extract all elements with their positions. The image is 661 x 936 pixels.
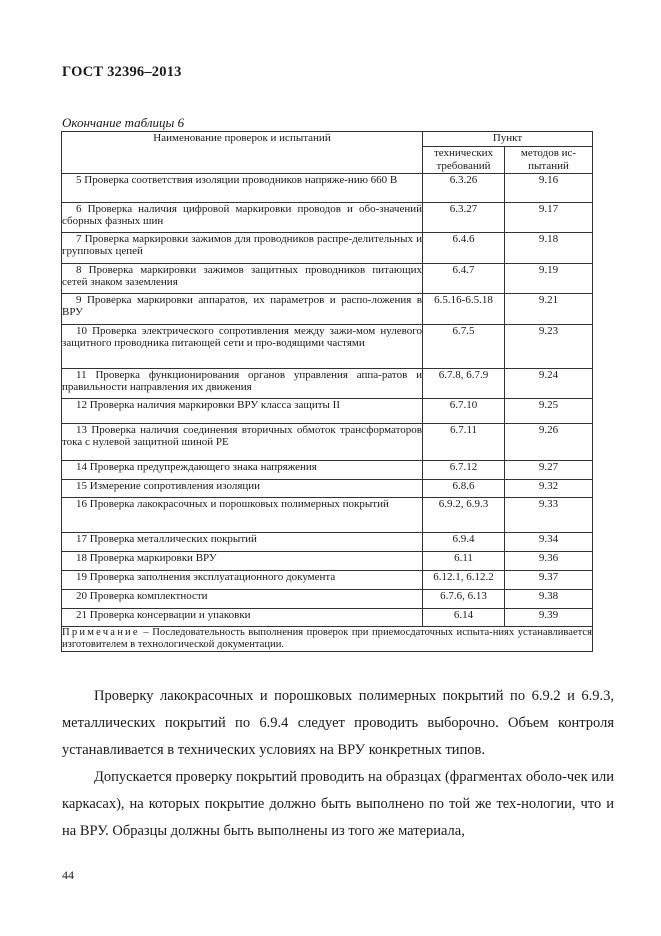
- table-body: [62, 174, 593, 627]
- check-number: 19: [76, 571, 87, 583]
- table-row: [62, 480, 593, 498]
- column-header-punkt: Пункт: [423, 132, 593, 147]
- table-note: [62, 627, 593, 652]
- check-name: Проверка предупреждающего знака напряжения: [89, 461, 317, 473]
- body-paragraph-1: [62, 683, 614, 764]
- check-name: Проверка маркировки зажимов защитных проводников питающих сетей знаком заземления: [62, 264, 423, 289]
- tech-requirement-ref: 6.9.2, 6.9.3: [423, 498, 505, 533]
- test-method-ref: 9.18: [505, 233, 593, 264]
- check-name: Проверка маркировки аппаратов, их параметров и распо-ложения в ВРУ: [62, 294, 423, 319]
- tech-requirement-ref: 6.4.7: [423, 264, 505, 294]
- tech-requirement-ref: 6.7.6, 6.13: [423, 590, 505, 609]
- table-row: [62, 325, 593, 369]
- test-method-ref: 9.33: [505, 498, 593, 533]
- tech-requirement-ref: 6.12.1, 6.12.2: [423, 571, 505, 590]
- test-method-ref: 9.24: [505, 369, 593, 399]
- table-row: [62, 174, 593, 203]
- check-name-cell: [62, 203, 423, 233]
- tech-requirement-ref: 6.7.10: [423, 399, 505, 424]
- check-name: Проверка маркировки ВРУ: [89, 552, 217, 564]
- check-name: Проверка наличия цифровой маркировки проводов и обо-значений сборных фазных шин: [62, 203, 422, 228]
- table-row: [62, 264, 593, 294]
- check-number: 5: [76, 174, 82, 186]
- test-method-ref: 9.17: [505, 203, 593, 233]
- test-method-ref: 9.32: [505, 480, 593, 498]
- test-method-ref: 9.34: [505, 533, 593, 552]
- tech-requirement-ref: 6.8.6: [423, 480, 505, 498]
- check-name-cell: [62, 233, 423, 264]
- tech-requirement-ref: 6.7.5: [423, 325, 505, 369]
- table-row: [62, 571, 593, 590]
- check-number: 16: [76, 498, 87, 510]
- check-name: Проверка лакокрасочных и порошковых полимерных покрытий: [89, 498, 389, 510]
- table-row: [62, 369, 593, 399]
- check-name-cell: [62, 552, 423, 571]
- check-name-cell: [62, 294, 423, 325]
- test-method-ref: 9.36: [505, 552, 593, 571]
- tech-requirement-ref: 6.4.6: [423, 233, 505, 264]
- note-text: – Последовательность выполнения проверок при приемосдаточных испыта-ниях устанавливается изготовителем в технологической документации.: [62, 627, 592, 651]
- check-number: 17: [76, 533, 87, 545]
- test-method-ref: 9.23: [505, 325, 593, 369]
- methods-header-line1: методов ис-: [520, 147, 577, 159]
- check-number: 14: [76, 461, 87, 473]
- table-row: [62, 399, 593, 424]
- check-name-cell: [62, 480, 423, 498]
- tech-requirement-ref: 6.7.12: [423, 461, 505, 480]
- check-name: Проверка наличия маркировки ВРУ класса защиты II: [89, 399, 340, 411]
- document-standard-header: ГОСТ 32396–2013: [62, 64, 182, 80]
- check-name: Проверка консервации и упаковки: [89, 609, 251, 621]
- check-number: 18: [76, 552, 87, 564]
- check-name-cell: [62, 424, 423, 461]
- tech-header-line2: требований: [436, 160, 491, 172]
- check-name-cell: [62, 609, 423, 627]
- check-name: Проверка функционирования органов управления аппа-ратов и правильности направления их движения: [62, 369, 423, 394]
- paragraph-text: Проверку лакокрасочных и порошковых полимерных покрытий по 6.9.2 и 6.9.3, металлических покрытий по 6.9.4 следует проводить выборочно. Объем контроля устанавливается в технических условиях на ВРУ конкретных типов.: [62, 688, 614, 758]
- check-name-cell: [62, 461, 423, 480]
- table-row: [62, 609, 593, 627]
- column-header-tech-requirements: [423, 147, 505, 174]
- test-method-ref: 9.25: [505, 399, 593, 424]
- table-row: [62, 294, 593, 325]
- check-name-cell: [62, 369, 423, 399]
- test-method-ref: 9.26: [505, 424, 593, 461]
- table-row: [62, 533, 593, 552]
- paragraph-text: Допускается проверку покрытий проводить на образцах (фрагментах оболо-чек или каркасах), на которых покрытие должно быть выполнено по той же тех-нологии, что и на ВРУ. Образцы должны быть выполнены из того же материала,: [62, 769, 614, 839]
- check-number: 11: [76, 369, 87, 381]
- check-name: Проверка электрического сопротивления между зажи-мом нулевого защитного проводника питающей сети и про-водящими частями: [62, 325, 422, 350]
- table-row: [62, 552, 593, 571]
- check-number: 6: [76, 203, 82, 215]
- check-number: 8: [76, 264, 82, 276]
- check-name: Проверка маркировки зажимов для проводников распре-делительных и групповых цепей: [62, 233, 423, 258]
- page-number: 44: [62, 868, 74, 882]
- check-name-cell: [62, 399, 423, 424]
- inspection-table: [61, 131, 593, 652]
- test-method-ref: 9.38: [505, 590, 593, 609]
- tech-requirement-ref: 6.14: [423, 609, 505, 627]
- table-row: [62, 233, 593, 264]
- tech-header-line1: технических: [433, 147, 494, 159]
- tech-requirement-ref: 6.3.26: [423, 174, 505, 203]
- note-label: Примечание: [62, 627, 140, 638]
- test-method-ref: 9.27: [505, 461, 593, 480]
- tech-requirement-ref: 6.11: [423, 552, 505, 571]
- check-name-cell: [62, 264, 423, 294]
- check-name-cell: [62, 498, 423, 533]
- check-number: 9: [76, 294, 82, 306]
- check-number: 7: [76, 233, 82, 245]
- tech-requirement-ref: 6.7.8, 6.7.9: [423, 369, 505, 399]
- column-header-name: Наименование проверок и испытаний: [62, 132, 423, 174]
- table-row: [62, 590, 593, 609]
- check-name: Проверка металлических покрытий: [89, 533, 257, 545]
- check-name: Проверка наличия соединения вторичных обмоток трансформаторов тока с нулевой защитной шиной РЕ: [62, 424, 423, 449]
- test-method-ref: 9.39: [505, 609, 593, 627]
- tech-requirement-ref: 6.9.4: [423, 533, 505, 552]
- table-row: [62, 203, 593, 233]
- check-number: 21: [76, 609, 87, 621]
- methods-header-line2: пытаний: [528, 160, 569, 172]
- test-method-ref: 9.21: [505, 294, 593, 325]
- check-name-cell: [62, 174, 423, 203]
- test-method-ref: 9.37: [505, 571, 593, 590]
- check-name: Проверка заполнения эксплуатационного документа: [89, 571, 336, 583]
- check-name: Измерение сопротивления изоляции: [89, 480, 261, 492]
- test-method-ref: 9.16: [505, 174, 593, 203]
- check-number: 12: [76, 399, 87, 411]
- check-name-cell: [62, 533, 423, 552]
- check-name-cell: [62, 325, 423, 369]
- table-row: [62, 461, 593, 480]
- check-name: Проверка соответствия изоляции проводников напряже-нию 660 В: [84, 174, 398, 186]
- check-name-cell: [62, 571, 423, 590]
- table-row: [62, 424, 593, 461]
- check-name: Проверка комплектности: [89, 590, 208, 602]
- table-row: [62, 498, 593, 533]
- check-number: 13: [76, 424, 87, 436]
- tech-requirement-ref: 6.5.16-6.5.18: [423, 294, 505, 325]
- check-name-cell: [62, 590, 423, 609]
- column-header-test-methods: [505, 147, 593, 174]
- check-number: 15: [76, 480, 87, 492]
- tech-requirement-ref: 6.3.27: [423, 203, 505, 233]
- body-paragraph-2: [62, 764, 614, 845]
- tech-requirement-ref: 6.7.11: [423, 424, 505, 461]
- table-caption: Окончание таблицы 6: [62, 115, 185, 130]
- test-method-ref: 9.19: [505, 264, 593, 294]
- check-number: 10: [76, 325, 87, 337]
- check-number: 20: [76, 590, 87, 602]
